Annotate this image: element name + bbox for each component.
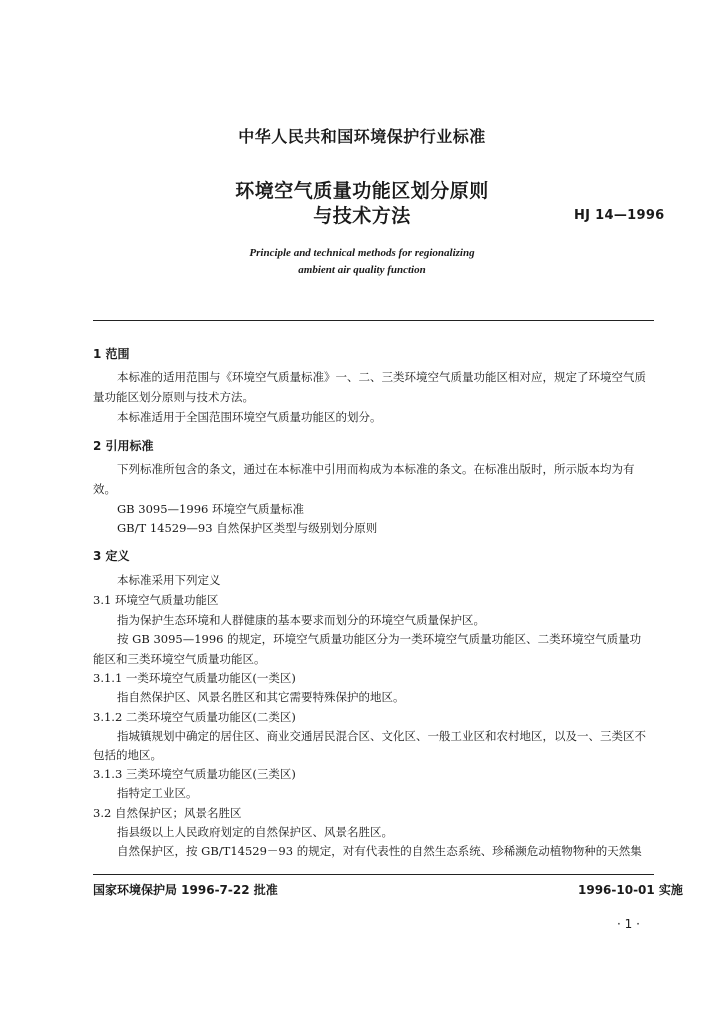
paragraph-line: 指特定工业区。 xyxy=(117,786,198,800)
subsection-heading: 3.2 自然保护区；风景名胜区 xyxy=(93,806,242,820)
paragraph-line: 指自然保护区、风景名胜区和其它需要特殊保护的地区。 xyxy=(117,690,405,704)
subsection-heading: 3.1.3 三类环境空气质量功能区(三类区) xyxy=(93,767,296,781)
reference-item: GB/T 14529—93 自然保护区类型与级别划分原则 xyxy=(117,521,378,535)
subsection-heading: 3.1.1 一类环境空气质量功能区(一类区) xyxy=(93,671,296,685)
section-heading: 1 范围 xyxy=(93,347,130,361)
english-title-line2: ambient air quality function xyxy=(298,264,426,276)
subsection-heading: 3.1.2 二类环境空气质量功能区(二类区) xyxy=(93,710,296,724)
section-heading: 3 定义 xyxy=(93,549,130,563)
paragraph-line: 本标准采用下列定义 xyxy=(117,573,221,587)
paragraph-line: 能区和三类环境空气质量功能区。 xyxy=(93,652,266,666)
footer-divider xyxy=(93,874,654,875)
paragraph-line: 量功能区划分原则与技术方法。 xyxy=(93,390,254,404)
paragraph-line: 自然保护区，按 GB/T14529－93 的规定，对有代表性的自然生态系统、珍稀濒危动植物物种的天然集 xyxy=(117,844,642,858)
subsection-heading: 3.1 环境空气质量功能区 xyxy=(93,593,219,607)
standard-category-title: 中华人民共和国环境保护行业标准 xyxy=(238,127,486,146)
effective-date: 1996-10-01 实施 xyxy=(578,883,683,897)
document-title-line1: 环境空气质量功能区划分原则 xyxy=(235,180,489,202)
header-divider xyxy=(93,320,654,321)
paragraph-line: 指城镇规划中确定的居住区、商业交通居民混合区、文化区、一般工业区和农村地区，以及一、三类区不 xyxy=(117,729,646,743)
paragraph-line: 指县级以上人民政府划定的自然保护区、风景名胜区。 xyxy=(117,825,393,839)
document-title-line2: 与技术方法 xyxy=(313,205,411,227)
paragraph-line: 指为保护生态环境和人群健康的基本要求而划分的环境空气质量保护区。 xyxy=(117,613,485,627)
paragraph-line: 本标准的适用范围与《环境空气质量标准》一、二、三类环境空气质量功能区相对应，规定了环境空气质 xyxy=(117,370,646,384)
paragraph-line: 包括的地区。 xyxy=(93,748,162,762)
paragraph-line: 效。 xyxy=(93,482,116,496)
reference-item: GB 3095—1996 环境空气质量标准 xyxy=(117,502,304,516)
page-number: · 1 · xyxy=(617,917,640,931)
paragraph-line: 下列标准所包含的条文，通过在本标准中引用而构成为本标准的条文。在标准出版时，所示版本均为有 xyxy=(117,462,635,476)
paragraph-line: 本标准适用于全国范围环境空气质量功能区的划分。 xyxy=(117,410,382,424)
english-title-line1: Principle and technical methods for regionalizing xyxy=(249,247,475,259)
paragraph-line: 按 GB 3095—1996 的规定，环境空气质量功能区分为一类环境空气质量功能区、二类环境空气质量功 xyxy=(117,632,642,646)
section-heading: 2 引用标准 xyxy=(93,439,154,453)
standard-code: HJ 14—1996 xyxy=(574,208,665,223)
approval-info: 国家环境保护局 1996-7-22 批准 xyxy=(93,883,278,897)
